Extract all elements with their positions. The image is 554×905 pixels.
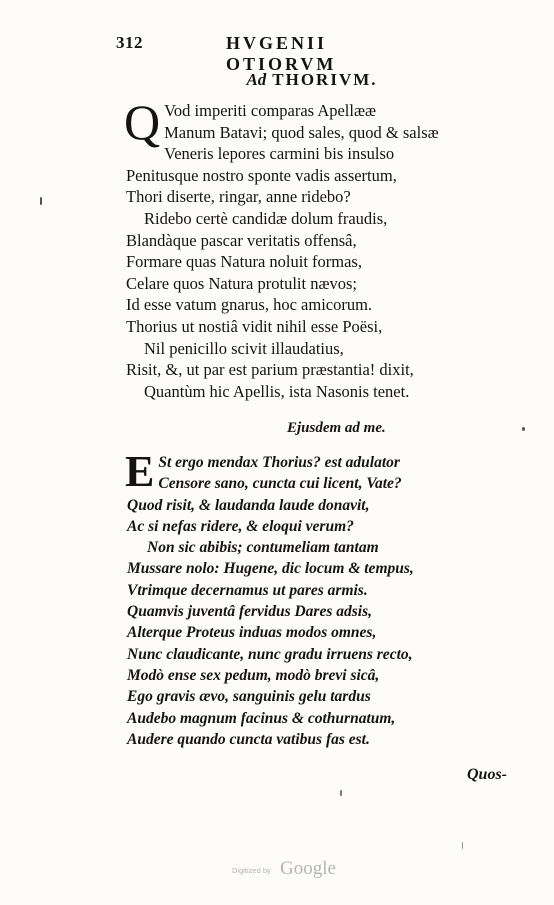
verse-line: Nil penicillo scivit illaudatius,: [144, 338, 344, 358]
poem-title-prefix: Ad: [246, 70, 267, 89]
verse-line: Mussare nolo: Hugene, dic locum & tempus,: [127, 560, 414, 578]
verse-line: Thorius ut nostiâ vidit nihil esse Poësi,: [126, 316, 383, 336]
verse-line: Penitusque nostro sponte vadis assertum,: [126, 165, 397, 185]
poem-ejusdem-ad-me: [125, 447, 537, 750]
verse-line: Quamvis juventâ fervidus Dares adsis,: [127, 603, 372, 621]
page-number: 312: [116, 33, 143, 52]
verse-line: Audere quando cuncta vatibus fas est.: [127, 730, 370, 748]
verse-line: Quod risit, & laudanda laude donavit,: [127, 496, 370, 514]
verse-line: Nunc claudicante, nunc gradu irruens recto,: [127, 645, 413, 663]
verse-line: Vod imperiti comparas Apellææ: [164, 101, 376, 120]
catchword: Quos-: [467, 766, 508, 783]
watermark-prefix: Digitized by: [232, 866, 271, 875]
verse-line: Vtrimque decernamus ut pares armis.: [127, 581, 368, 599]
running-head: HVGENII OTIORVM: [226, 33, 337, 74]
poem-ad-thorium: [124, 94, 526, 402]
verse-line: St ergo mendax Thorius? est adulator: [158, 454, 400, 471]
subpoem-title: Ejusdem ad me.: [287, 420, 386, 436]
verse-line: Ego gravis ævo, sanguinis gelu tardus: [127, 688, 371, 706]
verse-line: Blandàque pascar veritatis offensâ,: [126, 230, 357, 250]
page-header: [116, 33, 436, 74]
verse-line: Id esse vatum gnarus, hoc amicorum.: [126, 295, 373, 315]
verse-line: Thori diserte, ringar, anne ridebo?: [126, 187, 351, 207]
ink-speck: [522, 427, 525, 431]
verse-line: Formare quas Natura noluit formas,: [126, 252, 362, 272]
drop-cap: Q: [124, 94, 161, 150]
ink-speck: [462, 842, 463, 849]
verse-line: Ac si nefas ridere, & eloqui verum?: [127, 517, 354, 535]
verse-line: Non sic abibis; contumeliam tantam: [147, 539, 379, 557]
verse-line: Censore sano, cuncta cui licent, Vate?: [158, 475, 402, 493]
verse-line: Manum Batavi; quod sales, quod & salsæ: [164, 122, 439, 142]
verse-line: Ridebo certè candidæ dolum fraudis,: [144, 208, 388, 228]
poem-title-main: THORIVM.: [272, 70, 378, 89]
verse-line: Alterque Proteus induas modos omnes,: [127, 624, 377, 642]
google-logo: Google: [280, 858, 336, 879]
drop-cap: E: [125, 447, 155, 496]
verse-line: Quantùm hic Apellis, ista Nasonis tenet.: [144, 381, 410, 401]
verse-line: Celare quos Natura protulit nævos;: [126, 273, 357, 293]
digitized-watermark: [232, 858, 362, 878]
ink-speck: [340, 790, 342, 796]
ink-speck: [40, 197, 42, 205]
poem-title: [0, 70, 554, 90]
verse-line: Audebo magnum facinus & cothurnatum,: [127, 709, 396, 727]
verse-line: Risit, &, ut par est parium præstantia! dixit,: [126, 360, 414, 380]
verse-line: Veneris lepores carmini bis insulso: [164, 144, 395, 164]
verse-line: Modò ense sex pedum, modò brevi sicâ,: [127, 666, 380, 684]
